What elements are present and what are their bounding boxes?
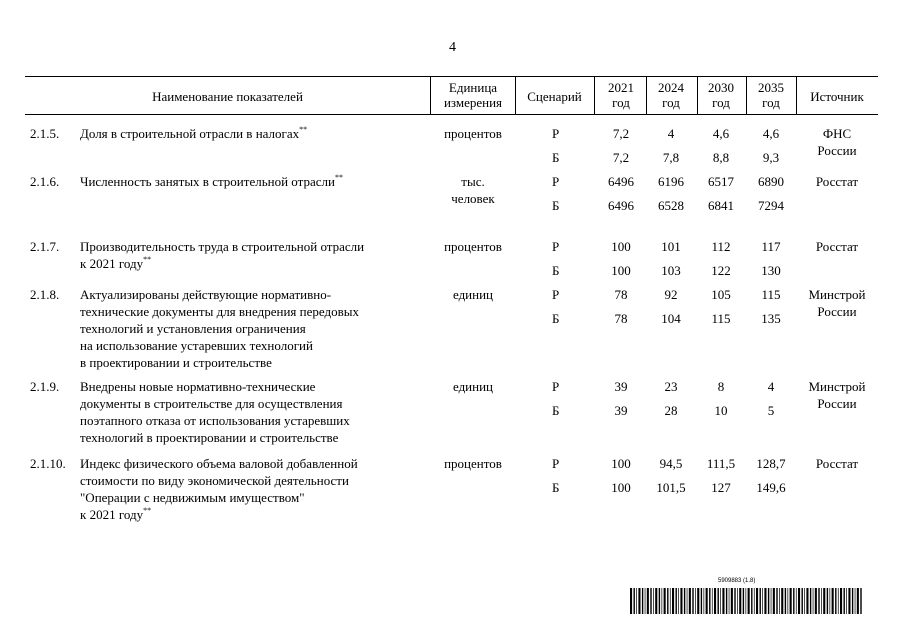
value-2021: 6496	[608, 198, 634, 213]
indicator-name-line: Производительность труда в строительной отрасли	[80, 239, 365, 254]
indicator-number: 2.1.7.	[30, 239, 60, 254]
barcode-code: 5909883 (1.8)	[718, 578, 756, 584]
barcode-bar	[746, 588, 747, 614]
barcode-bar	[832, 588, 834, 614]
barcode-bar	[798, 588, 800, 614]
barcode-bar	[773, 588, 775, 614]
value-2030: 112	[711, 239, 731, 254]
page-number: 4	[449, 40, 456, 55]
header-source: Источник	[810, 89, 864, 104]
barcode-bar	[687, 588, 688, 614]
barcode-bar	[706, 588, 708, 614]
barcode-bar	[684, 588, 685, 614]
value-2035: 4	[767, 379, 775, 394]
unit-cell: тыс.	[461, 174, 485, 189]
value-2030: 105	[711, 287, 731, 302]
barcode-bar	[672, 588, 674, 614]
indicator-name-line: Индекс физического объема валовой добавленной	[80, 456, 358, 471]
barcode-bar	[818, 588, 819, 614]
barcode-bar	[846, 588, 847, 614]
value-2021: 39	[614, 379, 628, 394]
barcode-bar	[655, 588, 657, 614]
value-2030: 6517	[708, 174, 734, 189]
value-2021: 78	[614, 287, 628, 302]
header-divider	[746, 76, 747, 114]
scenario-cell: Р	[552, 379, 560, 394]
value-2021: 100	[611, 456, 631, 471]
value-2024: 94,5	[659, 456, 683, 471]
indicator-name-line: документы в строительстве для осуществления	[80, 396, 343, 411]
barcode-bar	[810, 588, 811, 614]
indicator-name-line: технологий и установления ограничения	[80, 321, 306, 336]
barcode-bar	[689, 588, 691, 614]
barcode-bar	[726, 588, 727, 614]
header-2024: 2024 год	[658, 80, 684, 110]
value-2024: 92	[664, 287, 678, 302]
barcode-bar	[762, 588, 763, 614]
table-top-rule	[25, 76, 878, 77]
barcode-bar	[827, 588, 828, 614]
indicator-name-line: в проектировании и строительстве	[80, 355, 272, 370]
value-2024: 7,8	[662, 150, 680, 165]
header-divider	[594, 76, 595, 114]
barcode-bar	[830, 588, 831, 614]
barcode-bar	[704, 588, 705, 614]
barcode-bar	[680, 588, 682, 614]
source-cell: Росстат	[815, 239, 859, 254]
barcode-bar	[815, 588, 817, 614]
value-2035: 5	[767, 403, 775, 418]
barcode-bar	[756, 588, 758, 614]
header-divider	[697, 76, 698, 114]
barcode-bar	[714, 588, 716, 614]
value-2030: 4,6	[712, 126, 730, 141]
unit-cell: человек	[451, 191, 495, 206]
scenario-cell: Р	[552, 287, 560, 302]
barcode-bar	[720, 588, 721, 614]
barcode-bar	[838, 588, 839, 614]
source-cell: ФНС	[822, 126, 852, 141]
value-2035: 128,7	[756, 456, 786, 471]
indicator-name-line: Численность занятых в строительной отрасли**	[80, 173, 343, 189]
value-2030: 8	[717, 379, 725, 394]
indicator-number: 2.1.5.	[30, 126, 60, 141]
barcode-bar	[764, 588, 766, 614]
barcode-bar	[722, 588, 724, 614]
barcode-bar	[638, 588, 640, 614]
indicator-name-line: стоимости по виду экономической деятельности	[80, 473, 349, 488]
value-2030: 10	[714, 403, 728, 418]
barcode-bar	[844, 588, 845, 614]
header-2035: 2035 год	[758, 80, 784, 110]
scenario-cell: Б	[552, 480, 560, 495]
barcode-bar	[630, 588, 632, 614]
header-unit: Единица измерения	[443, 80, 503, 110]
barcode-bar	[806, 588, 808, 614]
value-2035: 115	[761, 287, 781, 302]
barcode-bar	[647, 588, 649, 614]
barcode-bar	[695, 588, 696, 614]
barcode-bar	[743, 588, 744, 614]
scenario-cell: Б	[552, 263, 560, 278]
barcode-bar	[790, 588, 792, 614]
barcode-bar	[760, 588, 761, 614]
barcode-bar	[662, 588, 663, 614]
barcode-bar	[848, 588, 850, 614]
barcode-bar	[855, 588, 856, 614]
value-2021: 7,2	[612, 150, 630, 165]
barcode-bar	[754, 588, 755, 614]
barcode-bar	[729, 588, 730, 614]
value-2021: 39	[614, 403, 628, 418]
scenario-cell: Б	[552, 311, 560, 326]
header-scenario: Сценарий	[527, 89, 582, 104]
source-cell: России	[817, 143, 857, 158]
barcode-bar	[768, 588, 769, 614]
unit-cell: единиц	[452, 287, 494, 302]
barcode-bar	[701, 588, 702, 614]
table-header-rule	[25, 114, 878, 115]
barcode-bar	[718, 588, 719, 614]
barcode-bar	[692, 588, 693, 614]
barcode-bar	[796, 588, 797, 614]
scenario-cell: Б	[552, 150, 560, 165]
indicator-name-line: к 2021 году**	[80, 255, 152, 271]
unit-cell: единиц	[452, 379, 494, 394]
indicator-number: 2.1.8.	[30, 287, 60, 302]
barcode-bar	[667, 588, 668, 614]
indicator-number: 2.1.9.	[30, 379, 60, 394]
source-cell: России	[817, 304, 857, 319]
indicator-name-line: к 2021 году**	[80, 506, 152, 522]
header-divider	[430, 76, 431, 114]
indicator-name-line: поэтапного отказа от использования устаревших	[80, 413, 350, 428]
source-cell: Росстат	[815, 174, 859, 189]
barcode-bar	[670, 588, 671, 614]
value-2035: 130	[761, 263, 781, 278]
barcode-bar	[793, 588, 794, 614]
value-2021: 6496	[608, 174, 634, 189]
value-2030: 115	[711, 311, 731, 326]
barcode-bar	[860, 588, 861, 614]
scenario-cell: Р	[552, 174, 560, 189]
barcode-bar	[751, 588, 752, 614]
barcode-bar	[664, 588, 666, 614]
header-divider	[646, 76, 647, 114]
indicator-name-line: Внедрены новые нормативно-технические	[80, 379, 316, 394]
indicator-name-line: Доля в строительной отрасли в налогах**	[80, 125, 308, 141]
barcode-bar	[779, 588, 780, 614]
scenario-cell: Р	[552, 239, 560, 254]
barcode-bar	[813, 588, 814, 614]
indicator-name-line: на использование устаревших технологий	[80, 338, 313, 353]
value-2024: 4	[667, 126, 675, 141]
barcode-bar	[676, 588, 677, 614]
barcode-bar	[659, 588, 660, 614]
value-2035: 9,3	[762, 150, 780, 165]
barcode-bar	[645, 588, 646, 614]
value-2024: 104	[661, 311, 681, 326]
value-2024: 6196	[658, 174, 684, 189]
barcode-bar	[678, 588, 679, 614]
scenario-cell: Р	[552, 126, 560, 141]
barcode-bar	[835, 588, 836, 614]
indicator-name-line: технические документы для внедрения передовых	[80, 304, 359, 319]
indicator-number: 2.1.6.	[30, 174, 60, 189]
barcode-bar	[840, 588, 842, 614]
barcode-bar	[802, 588, 803, 614]
barcode-bar	[650, 588, 651, 614]
barcode-bar	[857, 588, 859, 614]
value-2035: 6890	[758, 174, 784, 189]
barcode-bar	[804, 588, 805, 614]
source-cell: Минстрой	[808, 379, 866, 394]
indicator-name-line: "Операции с недвижимым имуществом"	[80, 490, 305, 505]
header-2021: 2021 год	[608, 80, 634, 110]
scenario-cell: Б	[552, 198, 560, 213]
indicator-name-line: технологий в проектировании и строительстве	[80, 430, 339, 445]
value-2021: 100	[611, 480, 631, 495]
scenario-cell: Р	[552, 456, 560, 471]
value-2035: 7294	[758, 198, 784, 213]
barcode-bar	[823, 588, 825, 614]
barcode-bar	[788, 588, 789, 614]
value-2030: 122	[711, 263, 731, 278]
barcode-bar	[642, 588, 643, 614]
value-2024: 101	[661, 239, 681, 254]
value-2024: 103	[661, 263, 681, 278]
header-2030: 2030 год	[708, 80, 734, 110]
value-2030: 8,8	[712, 150, 730, 165]
value-2021: 7,2	[612, 126, 630, 141]
barcode-bar	[634, 588, 635, 614]
value-2021: 100	[611, 239, 631, 254]
barcode-bar	[709, 588, 710, 614]
unit-cell: процентов	[444, 239, 502, 254]
barcode-bar	[737, 588, 738, 614]
value-2035: 149,6	[756, 480, 786, 495]
value-2024: 23	[664, 379, 678, 394]
unit-cell: процентов	[444, 456, 502, 471]
barcode-bar	[776, 588, 777, 614]
indicator-number: 2.1.10.	[30, 456, 66, 471]
barcode-bar	[781, 588, 783, 614]
barcode-bar	[636, 588, 637, 614]
barcode-bar	[785, 588, 786, 614]
barcode-bar	[748, 588, 750, 614]
value-2030: 111,5	[706, 456, 736, 471]
barcode-bar	[734, 588, 735, 614]
barcode-bar	[653, 588, 654, 614]
value-2035: 135	[761, 311, 781, 326]
unit-cell: процентов	[444, 126, 502, 141]
source-cell: Минстрой	[808, 287, 866, 302]
indicator-name-line: Актуализированы действующие нормативно-	[80, 287, 332, 302]
barcode-bar	[697, 588, 699, 614]
barcode-bar	[712, 588, 713, 614]
barcode-bar	[852, 588, 853, 614]
barcode-bar	[771, 588, 772, 614]
value-2035: 4,6	[762, 126, 780, 141]
barcode-bar	[731, 588, 733, 614]
source-cell: Росстат	[815, 456, 859, 471]
value-2035: 117	[761, 239, 781, 254]
value-2024: 28	[664, 403, 678, 418]
barcode	[630, 588, 865, 614]
value-2021: 78	[614, 311, 628, 326]
barcode-bar	[739, 588, 741, 614]
value-2021: 100	[611, 263, 631, 278]
value-2024: 6528	[658, 198, 684, 213]
value-2024: 101,5	[656, 480, 686, 495]
scenario-cell: Б	[552, 403, 560, 418]
source-cell: России	[817, 396, 857, 411]
value-2030: 6841	[708, 198, 734, 213]
value-2030: 127	[711, 480, 731, 495]
barcode-bar	[821, 588, 822, 614]
header-indicator: Наименование показателей	[152, 89, 303, 104]
